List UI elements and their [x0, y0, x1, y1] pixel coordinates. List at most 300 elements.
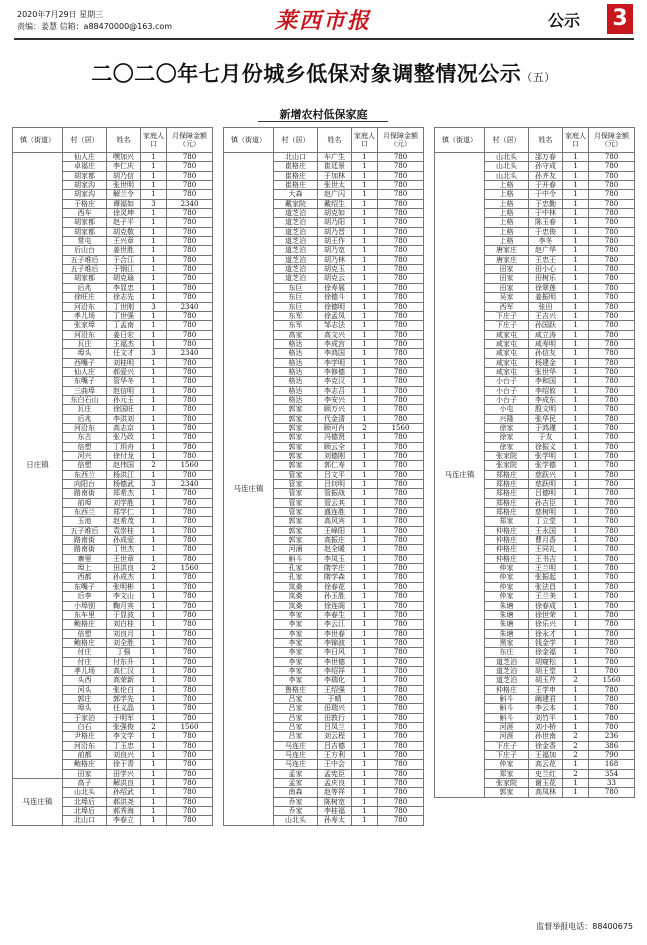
amount-cell: 780 — [589, 498, 635, 507]
page-header — [0, 0, 647, 42]
village-cell: 李家 — [274, 676, 318, 685]
village-cell: 郑家 — [485, 769, 529, 778]
amount-cell: 2340 — [167, 302, 213, 311]
amount-cell: 780 — [589, 554, 635, 563]
amount-cell: 780 — [378, 610, 424, 619]
members-cell: 1 — [141, 704, 167, 713]
village-cell: 后兆 — [63, 283, 107, 292]
name-cell: 李洪刘 — [107, 414, 141, 423]
village-cell: 东巨 — [274, 302, 318, 311]
amount-cell: 780 — [167, 573, 213, 582]
village-cell: 乔家 — [274, 797, 318, 806]
amount-cell: 780 — [167, 470, 213, 479]
members-cell: 1 — [141, 452, 167, 461]
members-cell: 1 — [141, 638, 167, 647]
name-cell: 赵希茂 — [107, 517, 141, 526]
name-cell: 李春立 — [107, 816, 141, 825]
name-cell: 管振战 — [318, 489, 352, 498]
amount-cell: 780 — [378, 648, 424, 657]
members-cell: 1 — [352, 620, 378, 629]
village-cell: 田家 — [485, 283, 529, 292]
village-cell: 崔格庄 — [274, 181, 318, 190]
village-cell: 胡家沟 — [63, 190, 107, 199]
members-cell: 1 — [352, 610, 378, 619]
name-cell: 孙元玉 — [107, 395, 141, 404]
name-cell: 杨洪江 — [107, 470, 141, 479]
members-cell: 1 — [352, 807, 378, 816]
amount-cell: 780 — [167, 255, 213, 264]
amount-cell: 780 — [378, 237, 424, 246]
village-cell: 埠头 — [63, 349, 107, 358]
name-cell: 殷文明 — [529, 405, 563, 414]
members-cell: 1 — [352, 554, 378, 563]
village-cell: 管家 — [274, 480, 318, 489]
name-cell: 高志京 — [107, 423, 141, 432]
amount-cell: 780 — [167, 395, 213, 404]
name-cell: 王同礼 — [529, 545, 563, 554]
members-cell: 1 — [352, 349, 378, 358]
village-cell: 格达 — [274, 339, 318, 348]
amount-cell: 780 — [378, 246, 424, 255]
amount-cell: 780 — [589, 199, 635, 208]
village-cell: 道芝泊 — [274, 237, 318, 246]
amount-cell: 780 — [167, 181, 213, 190]
name-cell: 咸寿明 — [529, 339, 563, 348]
name-cell: 顾万兴 — [318, 405, 352, 414]
name-cell: 盛连胜 — [318, 508, 352, 517]
name-cell: 高风宾 — [318, 517, 352, 526]
amount-cell: 780 — [589, 648, 635, 657]
village-cell: 张家院 — [485, 779, 529, 788]
page-number: 3 — [607, 4, 633, 34]
members-cell: 1 — [563, 302, 589, 311]
village-cell: 黑家 — [485, 638, 529, 647]
members-cell: 1 — [141, 442, 167, 451]
amount-cell: 780 — [378, 797, 424, 806]
table-row — [13, 153, 213, 162]
amount-cell: 780 — [378, 452, 424, 461]
name-cell: 杨建金 — [529, 358, 563, 367]
amount-cell: 780 — [378, 377, 424, 386]
village-cell: 路南街 — [63, 536, 107, 545]
title-main: 二〇二〇年七月份城乡低保对象调整情况公示 — [91, 61, 522, 86]
town-cell: 马连庄镇 — [13, 779, 63, 826]
village-cell: 五子堆后 — [63, 255, 107, 264]
members-cell: 1 — [141, 181, 167, 190]
amount-cell: 780 — [589, 339, 635, 348]
members-cell: 1 — [563, 423, 589, 432]
name-cell: 张世太 — [318, 181, 352, 190]
name-cell: 吕钊明 — [318, 480, 352, 489]
village-cell: 吕家 — [274, 704, 318, 713]
roster-table-2 — [223, 127, 424, 826]
amount-cell: 780 — [589, 367, 635, 376]
members-cell: 1 — [352, 171, 378, 180]
table-row — [224, 153, 424, 162]
members-cell: 1 — [141, 788, 167, 797]
name-cell: 慈树明 — [529, 508, 563, 517]
amount-cell: 780 — [167, 648, 213, 657]
name-cell: 李和国 — [529, 377, 563, 386]
amount-cell: 780 — [589, 293, 635, 302]
members-cell: 1 — [352, 246, 378, 255]
members-cell: 1 — [352, 153, 378, 162]
village-cell: 吕家 — [274, 694, 318, 703]
table-header-row — [13, 128, 213, 153]
village-cell: 小屯 — [485, 405, 529, 414]
name-cell: 张学明 — [529, 452, 563, 461]
column-header-village: 村（居） — [63, 128, 107, 153]
amount-cell: 780 — [167, 414, 213, 423]
village-cell: 小台子 — [485, 395, 529, 404]
village-cell: 乔家 — [274, 807, 318, 816]
village-cell: 于格庄 — [63, 199, 107, 208]
amount-cell: 780 — [378, 713, 424, 722]
name-cell: 胡玉芹 — [529, 676, 563, 685]
amount-cell: 780 — [589, 386, 635, 395]
amount-cell: 780 — [167, 452, 213, 461]
village-cell: 河沿东 — [63, 423, 107, 432]
amount-cell: 780 — [378, 414, 424, 423]
members-cell: 1 — [141, 601, 167, 610]
amount-cell: 780 — [167, 610, 213, 619]
village-cell: 道芝泊 — [274, 246, 318, 255]
amount-cell: 780 — [589, 255, 635, 264]
name-cell: 李文学 — [107, 732, 141, 741]
name-cell: 赵信明 — [107, 386, 141, 395]
name-cell: 刘良月 — [107, 629, 141, 638]
amount-cell: 780 — [167, 330, 213, 339]
amount-cell: 780 — [378, 433, 424, 442]
name-cell: 丁玉忠 — [107, 741, 141, 750]
members-cell: 1 — [141, 741, 167, 750]
members-cell: 1 — [563, 311, 589, 320]
members-cell: 1 — [141, 648, 167, 657]
amount-cell: 780 — [167, 153, 213, 162]
members-cell: 1 — [141, 517, 167, 526]
members-cell: 1 — [563, 554, 589, 563]
name-cell: 田树乐 — [529, 274, 563, 283]
members-cell: 1 — [563, 564, 589, 573]
village-cell: 北山口 — [274, 153, 318, 162]
amount-cell: 780 — [589, 433, 635, 442]
amount-cell: 780 — [378, 704, 424, 713]
members-cell: 1 — [141, 162, 167, 171]
amount-cell: 780 — [589, 162, 635, 171]
members-cell: 1 — [141, 592, 167, 601]
members-cell: 1 — [352, 470, 378, 479]
members-cell: 1 — [141, 395, 167, 404]
village-cell: 张家埠 — [63, 321, 107, 330]
amount-cell: 780 — [167, 554, 213, 563]
members-cell: 1 — [563, 648, 589, 657]
name-cell: 丁立堂 — [529, 517, 563, 526]
amount-cell: 780 — [589, 395, 635, 404]
amount-cell: 780 — [378, 732, 424, 741]
amount-cell: 780 — [378, 442, 424, 451]
village-cell: 李家 — [274, 610, 318, 619]
column-header-town: 镇（街道） — [13, 128, 63, 153]
name-cell: 丁世强 — [107, 311, 141, 320]
village-cell: 东车里 — [63, 610, 107, 619]
members-cell: 1 — [141, 732, 167, 741]
village-cell: 马连庄 — [274, 760, 318, 769]
name-cell: 徐于青 — [107, 760, 141, 769]
name-cell: 丁玥舟 — [107, 442, 141, 451]
members-cell: 1 — [563, 592, 589, 601]
members-cell: 1 — [352, 788, 378, 797]
members-cell: 1 — [352, 386, 378, 395]
village-cell: 胡家都 — [63, 218, 107, 227]
village-cell: 郭家 — [485, 788, 529, 797]
village-cell: 管家 — [274, 508, 318, 517]
village-cell: 北埠后 — [63, 807, 107, 816]
town-cell: 马连庄镇 — [224, 153, 274, 826]
village-cell: 仙人庄 — [63, 367, 107, 376]
members-cell: 1 — [352, 358, 378, 367]
village-cell: 胡家都 — [63, 274, 107, 283]
village-cell: 仲家 — [485, 592, 529, 601]
amount-cell: 780 — [589, 311, 635, 320]
members-cell: 1 — [352, 666, 378, 675]
amount-cell: 2340 — [167, 349, 213, 358]
village-cell: 仲格庄 — [485, 545, 529, 554]
amount-cell: 780 — [378, 807, 424, 816]
village-cell: 道芝泊 — [274, 209, 318, 218]
village-cell: 朱塘 — [485, 610, 529, 619]
name-cell: 崔廷景 — [318, 162, 352, 171]
amount-cell: 780 — [167, 694, 213, 703]
amount-cell: 780 — [378, 461, 424, 470]
name-cell: 张振起 — [529, 573, 563, 582]
village-cell: 下庄子 — [485, 741, 529, 750]
name-cell: 李桂福 — [318, 807, 352, 816]
amount-cell: 780 — [167, 629, 213, 638]
members-cell: 1 — [563, 461, 589, 470]
village-cell: 郑格庄 — [485, 498, 529, 507]
amount-cell: 780 — [167, 358, 213, 367]
name-cell: 田敦行 — [318, 713, 352, 722]
name-cell: 李瑞化 — [318, 676, 352, 685]
name-cell: 徐金福 — [529, 648, 563, 657]
village-cell: 徐家 — [485, 442, 529, 451]
village-cell: 岚桑 — [274, 592, 318, 601]
village-cell: 倍塑 — [63, 442, 107, 451]
amount-cell: 780 — [378, 283, 424, 292]
village-cell: 上格 — [485, 199, 529, 208]
members-cell: 1 — [563, 339, 589, 348]
village-cell: 下庄子 — [485, 751, 529, 760]
column-header-members: 家庭人口 — [141, 128, 167, 153]
village-cell: 唐家庄 — [485, 255, 529, 264]
name-cell: 刘学胜 — [107, 498, 141, 507]
members-cell: 1 — [563, 489, 589, 498]
members-cell: 2 — [141, 722, 167, 731]
village-cell: 付庄 — [63, 648, 107, 657]
amount-cell: 386 — [589, 741, 635, 750]
village-cell: 朱塘 — [485, 620, 529, 629]
members-cell: 3 — [141, 480, 167, 489]
amount-cell: 780 — [167, 797, 213, 806]
name-cell: 于忠勤 — [529, 199, 563, 208]
members-cell: 1 — [563, 246, 589, 255]
members-cell: 1 — [563, 470, 589, 479]
members-cell: 1 — [141, 321, 167, 330]
members-cell: 1 — [352, 367, 378, 376]
village-cell: 唐家庄 — [485, 246, 529, 255]
amount-cell: 780 — [378, 545, 424, 554]
name-cell: 孟庆良 — [318, 779, 352, 788]
amount-cell: 780 — [378, 620, 424, 629]
name-cell: 孙国跃 — [529, 321, 563, 330]
village-cell: 向阳台 — [63, 480, 107, 489]
village-cell: 管家 — [274, 498, 318, 507]
name-cell: 徐连阁 — [318, 601, 352, 610]
name-cell: 郑学仁 — [107, 508, 141, 517]
name-cell: 胡乃宽 — [318, 246, 352, 255]
name-cell: 鞠月宾 — [107, 601, 141, 610]
name-cell: 胡克敬 — [107, 227, 141, 236]
name-cell: 徐灵坤 — [107, 209, 141, 218]
amount-cell: 780 — [589, 610, 635, 619]
amount-cell: 780 — [589, 330, 635, 339]
village-cell: 郭家 — [274, 414, 318, 423]
name-cell: 高凤林 — [529, 788, 563, 797]
name-cell: 慈跃明 — [529, 480, 563, 489]
amount-cell: 780 — [167, 293, 213, 302]
amount-cell: 780 — [378, 293, 424, 302]
amount-cell: 780 — [589, 545, 635, 554]
village-cell: 徐家 — [485, 423, 529, 432]
village-cell: 道芝泊 — [485, 666, 529, 675]
village-cell: 河涌 — [274, 545, 318, 554]
amount-cell: 780 — [378, 162, 424, 171]
name-cell: 于晴 — [318, 694, 352, 703]
town-cell: 日庄镇 — [13, 153, 63, 779]
members-cell: 1 — [563, 452, 589, 461]
name-cell: 郑希杰 — [107, 489, 141, 498]
name-cell: 孙寿太 — [318, 816, 352, 825]
name-cell: 李文山 — [107, 592, 141, 601]
members-cell: 1 — [563, 442, 589, 451]
name-cell: 刘德刚 — [318, 452, 352, 461]
village-cell: 上格 — [485, 209, 529, 218]
amount-cell: 780 — [167, 713, 213, 722]
amount-cell: 780 — [589, 601, 635, 610]
amount-cell: 780 — [167, 741, 213, 750]
amount-cell: 780 — [378, 330, 424, 339]
village-cell: 河兴 — [63, 452, 107, 461]
amount-cell: 780 — [589, 377, 635, 386]
amount-cell: 790 — [589, 751, 635, 760]
name-cell: 张乃政 — [107, 433, 141, 442]
name-cell: 高荣新 — [107, 676, 141, 685]
name-cell: 王福加 — [529, 751, 563, 760]
name-cell: 徐金香 — [529, 741, 563, 750]
members-cell: 3 — [141, 349, 167, 358]
village-cell: 吕家 — [274, 722, 318, 731]
members-cell: 2 — [141, 461, 167, 470]
village-cell: 倍塑 — [63, 629, 107, 638]
amount-cell: 1560 — [167, 461, 213, 470]
name-cell: 徐付龙 — [107, 452, 141, 461]
name-cell: 顾云全 — [318, 442, 352, 451]
members-cell: 1 — [141, 311, 167, 320]
village-cell: 前都 — [63, 751, 107, 760]
village-cell: 郑格庄 — [485, 508, 529, 517]
members-cell: 1 — [141, 293, 167, 302]
name-cell: 于开春 — [529, 181, 563, 190]
name-cell: 徐翠莲 — [529, 283, 563, 292]
members-cell: 1 — [563, 349, 589, 358]
village-cell: 郭家 — [274, 526, 318, 535]
name-cell: 田小心 — [529, 265, 563, 274]
amount-cell: 780 — [378, 311, 424, 320]
village-cell: 东嘴子 — [63, 582, 107, 591]
members-cell: 1 — [563, 610, 589, 619]
name-cell: 王兰美 — [529, 592, 563, 601]
village-cell: 田家 — [63, 769, 107, 778]
members-cell: 3 — [141, 302, 167, 311]
village-cell: 小台子 — [485, 377, 529, 386]
village-cell: 北山口 — [63, 816, 107, 825]
name-cell: 李冬 — [529, 237, 563, 246]
members-cell: 1 — [352, 573, 378, 582]
name-cell: 孙世南 — [529, 732, 563, 741]
name-cell: 田洪良 — [107, 564, 141, 573]
name-cell: 李云本 — [529, 704, 563, 713]
village-cell: 路南街 — [63, 545, 107, 554]
name-cell: 徐春花 — [318, 582, 352, 591]
name-cell: 徐春成 — [529, 601, 563, 610]
amount-cell: 1560 — [589, 676, 635, 685]
amount-cell: 780 — [589, 349, 635, 358]
members-cell: 1 — [141, 816, 167, 825]
members-cell: 1 — [563, 517, 589, 526]
name-cell: 胡窥松 — [529, 657, 563, 666]
amount-cell: 780 — [167, 274, 213, 283]
amount-cell: 780 — [589, 517, 635, 526]
village-cell: 山北头 — [485, 162, 529, 171]
village-cell: 郭家 — [274, 423, 318, 432]
name-cell: 刘全胜 — [107, 638, 141, 647]
name-cell: 于中林 — [529, 209, 563, 218]
amount-cell: 780 — [589, 283, 635, 292]
name-cell: 刘竹平 — [529, 713, 563, 722]
members-cell: 1 — [352, 508, 378, 517]
amount-cell: 780 — [167, 265, 213, 274]
amount-cell: 780 — [378, 592, 424, 601]
amount-cell: 780 — [589, 414, 635, 423]
name-cell: 高文兴 — [318, 330, 352, 339]
amount-cell: 780 — [378, 405, 424, 414]
village-cell: 道芝泊 — [485, 657, 529, 666]
members-cell: 1 — [352, 704, 378, 713]
table-header-row — [435, 128, 635, 153]
amount-cell: 780 — [589, 489, 635, 498]
name-cell: 张华民 — [529, 414, 563, 423]
members-cell: 1 — [141, 536, 167, 545]
members-cell: 1 — [352, 461, 378, 470]
village-cell: 东白石山 — [63, 395, 107, 404]
name-cell: 于显波 — [107, 610, 141, 619]
amount-cell: 780 — [378, 255, 424, 264]
members-cell: 1 — [563, 620, 589, 629]
name-cell: 胡王堂 — [529, 666, 563, 675]
village-cell: 鲍格庄 — [63, 760, 107, 769]
members-cell: 1 — [141, 713, 167, 722]
village-cell: 斛斗 — [485, 704, 529, 713]
